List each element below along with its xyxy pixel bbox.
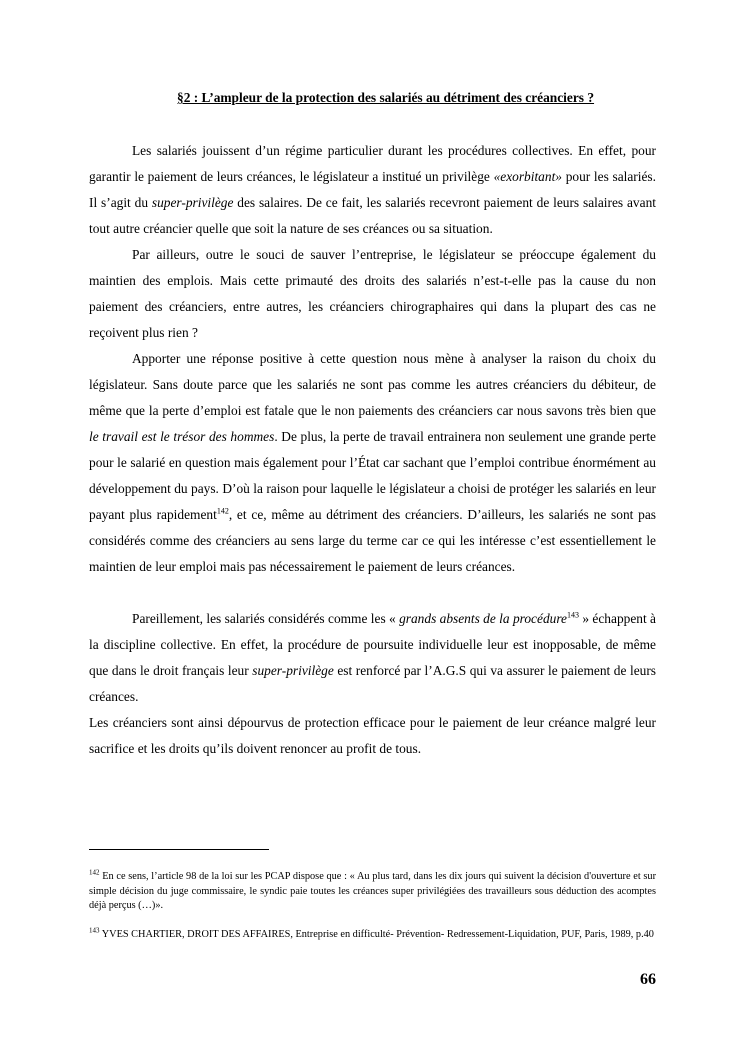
footnote-number: 143 <box>89 926 100 935</box>
paragraph-5: Les créanciers sont ainsi dépourvus de protection efficace pour le paiement de leur créance malgré leur sacrifice et les droits qu’ils doivent renoncer au profit de tous. <box>89 715 656 756</box>
footnote-separator <box>89 849 269 850</box>
footnote-ref-143[interactable]: 143 <box>567 610 579 620</box>
footnote-ref-142[interactable]: 142 <box>216 506 229 516</box>
paragraph-3: Apporter une réponse positive à cette question nous mène à analyser la raison du choix du législateur. Sans doute parce que les salariés ne sont pas comme les autres créanciers du débiteur, de même que la perte d’emploi est fatale que le non paiements des créanciers car nous savons très bien que le travail est le trésor des hommes. De plus, la perte de travail entrainera non seulement une grande perte pour le salarié en question mais également pour l’État car sachant que l’emploi contribue énormément au développement du pays. D’où la raison pour laquelle le législateur a choisi de protéger les salariés en leur payant plus rapidement$^{142}$, et ce, même au détriment des créanciers. D’ailleurs, les salariés ne sont pas considérés comme des créanciers au sens large du terme car ce qui les intéresse c’est essentiellement le maintien de leur emploi mais pas nécessairement le paiement de leurs créances. <box>89 351 657 574</box>
page-number: 66 <box>640 971 656 988</box>
paragraph-2: Par ailleurs, outre le souci de sauver l’entreprise, le législateur se préoccupe également du maintien des emplois. Mais cette primauté des droits des salariés n’est-t-elle pas la cause du non paiement des créanciers, entre autres, les créanciers chirographaires qui dans la plupart des cas ne reçoivent plus rien ? <box>89 247 656 340</box>
emphasis-quote: le travail est le trésor des hommes <box>89 429 275 444</box>
paragraph-1: Les salariés jouissent d’un régime particulier durant les procédures collectives. En effet, pour garantir le paiement de leurs créances, le législateur a institué un privilège «exorbitant» pour les salariés. Il s’agit du super-privilège des salaires. De ce fait, les salariés recevront paiement de leurs salaires avant tout autre créancier quelle que soit la nature de ses créances ou sa situation. <box>89 143 656 236</box>
footnote-143: $^{143}$ YVES CHARTIER, DROIT DES AFFAIRES, Entreprise en difficulté- Prévention- Redressement-Liquidation, PUF, Paris, 1989, p.40 <box>89 926 654 941</box>
footnotes <box>89 870 656 957</box>
emphasis-super-privilege: super-privilège <box>252 663 334 678</box>
emphasis-exorbitant: «exorbitant» <box>493 169 562 184</box>
body-text <box>89 138 656 762</box>
footnote-142: $^{142}$ En ce sens, l’article 98 de la loi sur les PCAP dispose que : « Au plus tard, dans les dix jours qui suivent la décision d'ouverture et sur simple décision du juge commissaire, le syndic paie toutes les créances super privilégiées des travailleurs sous déduction des acomptes déjà perçus (…)». <box>89 868 656 912</box>
emphasis-grands-absents: grands absents de la procédure <box>399 611 567 626</box>
paragraph-4: Pareillement, les salariés considérés comme les « grands absents de la procédure$^{143}$ » échappent à la discipline collective. En effet, la procédure de poursuite individuelle leur est inopposable, de même que dans le droit français leur super-privilège est renforcé par l’A.G.S qui va assurer le paiement de leurs créances. <box>89 610 656 704</box>
emphasis-super-privilege: super-privilège <box>151 195 234 210</box>
footnote-number: 142 <box>89 868 100 877</box>
section-heading: §2 : L’ampleur de la protection des salariés au détriment des créanciers ? <box>177 90 595 105</box>
